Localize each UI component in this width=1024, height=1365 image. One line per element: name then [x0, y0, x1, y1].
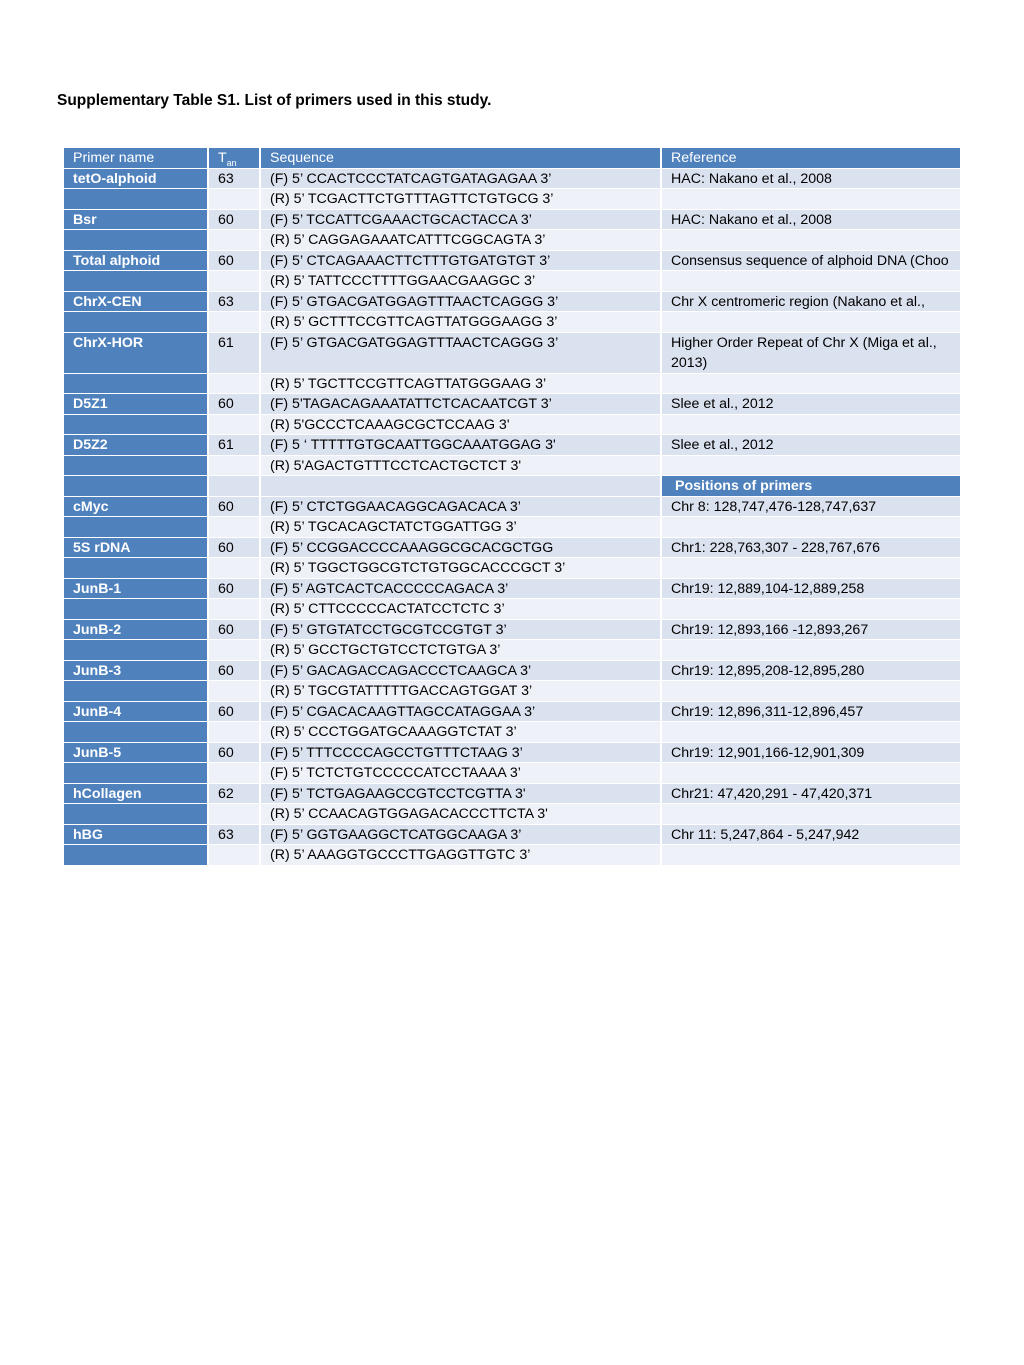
blank-cell	[261, 476, 662, 497]
primer-name: D5Z1	[64, 394, 209, 415]
blank-cell	[662, 640, 960, 661]
tm-value: 60	[209, 579, 261, 600]
blank-cell	[662, 845, 960, 866]
forward-sequence: (F) 5’ TTTCCCCAGCCTGTTTCTAAG 3’	[261, 743, 662, 764]
reverse-sequence: (R) 5’ TGCTTCCGTTCAGTTATGGGAAG 3’	[261, 374, 662, 395]
blank-cell	[662, 312, 960, 333]
blank-cell	[64, 476, 209, 497]
reverse-sequence: (R) 5’ TCGACTTCTGTTTAGTTCTGTGCG 3’	[261, 189, 662, 210]
blank-cell	[209, 722, 261, 743]
primer-position: Chr21: 47,420,291 - 47,420,371	[662, 784, 960, 805]
blank-cell	[209, 312, 261, 333]
blank-cell	[662, 599, 960, 620]
blank-cell	[64, 374, 209, 395]
table-row	[64, 784, 960, 805]
blank-cell	[209, 763, 261, 784]
blank-cell	[209, 517, 261, 538]
primer-name: D5Z2	[64, 435, 209, 456]
blank-cell	[64, 312, 209, 333]
table-row	[64, 169, 960, 190]
table-row	[64, 558, 960, 579]
header-tm	[209, 148, 261, 169]
blank-cell	[662, 763, 960, 784]
primer-name: cMyc	[64, 497, 209, 518]
reverse-sequence: (R) 5’ GCTTTCCGTTCAGTTATGGGAAGG 3’	[261, 312, 662, 333]
blank-cell	[209, 271, 261, 292]
blank-cell	[64, 845, 209, 866]
reverse-sequence: (R) 5’ TATTCCCTTTTGGAACGAAGGC 3’	[261, 271, 662, 292]
blank-cell	[209, 476, 261, 497]
blank-cell	[209, 558, 261, 579]
table-row	[64, 599, 960, 620]
reverse-sequence: (R) 5'GCCCTCAAAGCGCTCCAAG 3'	[261, 415, 662, 436]
table-row	[64, 435, 960, 456]
reverse-sequence: (R) 5’ AAAGGTGCCCTTGAGGTTGTC 3’	[261, 845, 662, 866]
primer-name: 5S rDNA	[64, 538, 209, 559]
blank-cell	[64, 804, 209, 825]
table-row	[64, 230, 960, 251]
reverse-sequence: (R) 5’ CCAACAGTGGAGACACCCTTCTA 3'	[261, 804, 662, 825]
primer-name: hBG	[64, 825, 209, 846]
reference: Chr X centromeric region (Nakano et al.,	[662, 292, 960, 313]
table-row	[64, 538, 960, 559]
blank-cell	[209, 456, 261, 477]
forward-sequence: (F) 5’ GACAGACCAGACCCTCAAGCA 3’	[261, 661, 662, 682]
table-row	[64, 661, 960, 682]
primer-name: Total alphoid	[64, 251, 209, 272]
reference: Higher Order Repeat of Chr X (Miga et al., 2013)	[662, 333, 960, 374]
tm-value: 60	[209, 661, 261, 682]
forward-sequence: (F) 5’ TCCATTCGAAACTGCACTACCA 3’	[261, 210, 662, 231]
blank-cell	[662, 681, 960, 702]
table-row	[64, 620, 960, 641]
blank-cell	[209, 415, 261, 436]
tm-value: 63	[209, 825, 261, 846]
table-row	[64, 579, 960, 600]
table-row	[64, 189, 960, 210]
blank-cell	[64, 517, 209, 538]
tm-value: 63	[209, 292, 261, 313]
tm-value: 63	[209, 169, 261, 190]
tm-value: 60	[209, 497, 261, 518]
reference: Slee et al., 2012	[662, 394, 960, 415]
blank-cell	[662, 230, 960, 251]
table-row	[64, 210, 960, 231]
reference-section	[64, 169, 960, 477]
blank-cell	[209, 599, 261, 620]
blank-cell	[64, 415, 209, 436]
reverse-sequence: (R) 5’ GCCTGCTGTCCTCTGTGA 3’	[261, 640, 662, 661]
forward-sequence: (F) 5’ CTCAGAAACTTCTTTGTGATGTGT 3’	[261, 251, 662, 272]
table-row	[64, 456, 960, 477]
primer-name: JunB-5	[64, 743, 209, 764]
tm-value: 60	[209, 743, 261, 764]
tm-value: 61	[209, 333, 261, 374]
blank-cell	[64, 456, 209, 477]
table-row	[64, 251, 960, 272]
forward-sequence: (F) 5’ GTGACGATGGAGTTTAACTCAGGG 3’	[261, 333, 662, 374]
blank-cell	[64, 681, 209, 702]
primer-name: Bsr	[64, 210, 209, 231]
table-row	[64, 333, 960, 374]
forward-sequence: (F) 5’ GTGACGATGGAGTTTAACTCAGGG 3’	[261, 292, 662, 313]
primer-position: Chr1: 228,763,307 - 228,767,676	[662, 538, 960, 559]
blank-cell	[209, 640, 261, 661]
blank-cell	[662, 271, 960, 292]
table-row	[64, 497, 960, 518]
table-row	[64, 681, 960, 702]
forward-sequence: (F) 5 ‘ TTTTTGTGCAATTGGCAAATGGAG 3'	[261, 435, 662, 456]
reverse-sequence: (R) 5’ CCCTGGATGCAAAGGTCTAT 3’	[261, 722, 662, 743]
blank-cell	[662, 558, 960, 579]
tm-value: 62	[209, 784, 261, 805]
header-reference: Reference	[662, 148, 960, 169]
reference: HAC: Nakano et al., 2008	[662, 169, 960, 190]
primer-position: Chr 8: 128,747,476-128,747,637	[662, 497, 960, 518]
table-row	[64, 312, 960, 333]
reference: Consensus sequence of alphoid DNA (Choo	[662, 251, 960, 272]
primer-name: JunB-2	[64, 620, 209, 641]
blank-cell	[662, 415, 960, 436]
forward-sequence: (F) 5' TCTGAGAAGCCGTCCTCGTTA 3'	[261, 784, 662, 805]
blank-cell	[662, 189, 960, 210]
blank-cell	[64, 599, 209, 620]
blank-cell	[662, 804, 960, 825]
primer-table	[64, 148, 960, 866]
blank-cell	[64, 230, 209, 251]
primer-position: Chr19: 12,889,104-12,889,258	[662, 579, 960, 600]
table-title: Supplementary Table S1. List of primers used in this study.	[57, 92, 492, 109]
blank-cell	[64, 558, 209, 579]
blank-cell	[662, 722, 960, 743]
header-tm-sub: an	[226, 158, 237, 168]
header-tm-main: T	[218, 150, 227, 166]
blank-cell	[209, 189, 261, 210]
primer-position: Chr19: 12,895,208-12,895,280	[662, 661, 960, 682]
forward-sequence: (F) 5’ CCACTCCCTATCAGTGATAGAGAA 3’	[261, 169, 662, 190]
table-row	[64, 271, 960, 292]
tm-value: 60	[209, 394, 261, 415]
forward-sequence: (F) 5’ CCGGACCCCAAAGGCGCACGCTGG	[261, 538, 662, 559]
blank-cell	[64, 640, 209, 661]
table-row	[64, 374, 960, 395]
primer-name: tetO-alphoid	[64, 169, 209, 190]
primer-name: ChrX-CEN	[64, 292, 209, 313]
reverse-sequence: (R) 5'AGACTGTTTCCTCACTGCTCT 3'	[261, 456, 662, 477]
table-row	[64, 292, 960, 313]
primer-name: ChrX-HOR	[64, 333, 209, 374]
primer-position: Chr19: 12,896,311-12,896,457	[662, 702, 960, 723]
positions-header: Positions of primers	[662, 476, 960, 497]
tm-value: 60	[209, 620, 261, 641]
forward-sequence: (F) 5’ GTGTATCCTGCGTCCGTGT 3’	[261, 620, 662, 641]
blank-cell	[209, 845, 261, 866]
reverse-sequence: (F) 5’ TCTCTGTCCCCCATCCTAAAA 3’	[261, 763, 662, 784]
reverse-sequence: (R) 5’ TGCACAGCTATCTGGATTGG 3’	[261, 517, 662, 538]
blank-cell	[64, 722, 209, 743]
primer-name: JunB-4	[64, 702, 209, 723]
blank-cell	[209, 374, 261, 395]
table-row	[64, 640, 960, 661]
header-sequence: Sequence	[261, 148, 662, 169]
blank-cell	[209, 681, 261, 702]
table-row	[64, 804, 960, 825]
primer-name: JunB-3	[64, 661, 209, 682]
primer-position: Chr19: 12,893,166 -12,893,267	[662, 620, 960, 641]
tm-value: 60	[209, 702, 261, 723]
reverse-sequence: (R) 5’ TGCGTATTTTTGACCAGTGGAT 3’	[261, 681, 662, 702]
blank-cell	[64, 763, 209, 784]
table-row	[64, 394, 960, 415]
blank-cell	[64, 271, 209, 292]
positions-section	[64, 497, 960, 866]
blank-cell	[209, 804, 261, 825]
reference: HAC: Nakano et al., 2008	[662, 210, 960, 231]
primer-position: Chr 11: 5,247,864 - 5,247,942	[662, 825, 960, 846]
primer-name: hCollagen	[64, 784, 209, 805]
table-row	[64, 517, 960, 538]
table-row	[64, 722, 960, 743]
table-row	[64, 825, 960, 846]
table-row	[64, 415, 960, 436]
reference: Slee et al., 2012	[662, 435, 960, 456]
primer-name: JunB-1	[64, 579, 209, 600]
tm-value: 60	[209, 210, 261, 231]
tm-value: 60	[209, 251, 261, 272]
blank-cell	[64, 189, 209, 210]
forward-sequence: (F) 5’ CGACACAAGTTAGCCATAGGAA 3’	[261, 702, 662, 723]
table-row	[64, 845, 960, 866]
primer-position: Chr19: 12,901,166-12,901,309	[662, 743, 960, 764]
reverse-sequence: (R) 5’ CTTCCCCCACTATCCTCTC 3’	[261, 599, 662, 620]
reverse-sequence: (R) 5’ TGGCTGGCGTCTGTGGCACCCGCT 3’	[261, 558, 662, 579]
table-row	[64, 743, 960, 764]
table-header-row	[64, 148, 960, 169]
reverse-sequence: (R) 5’ CAGGAGAAATCATTTCGGCAGTA 3’	[261, 230, 662, 251]
forward-sequence: (F) 5’ CTCTGGAACAGGCAGACACA 3’	[261, 497, 662, 518]
tm-value: 60	[209, 538, 261, 559]
tm-value: 61	[209, 435, 261, 456]
blank-cell	[662, 374, 960, 395]
blank-cell	[662, 456, 960, 477]
forward-sequence: (F) 5’ GGTGAAGGCTCATGGCAAGA 3’	[261, 825, 662, 846]
table-row	[64, 763, 960, 784]
forward-sequence: (F) 5’ AGTCACTCACCCCCAGACA 3’	[261, 579, 662, 600]
forward-sequence: (F) 5'TAGACAGAAATATTCTCACAATCGT 3’	[261, 394, 662, 415]
blank-cell	[662, 517, 960, 538]
table-row	[64, 702, 960, 723]
positions-header-row	[64, 476, 960, 497]
header-primer-name: Primer name	[64, 148, 209, 169]
blank-cell	[209, 230, 261, 251]
